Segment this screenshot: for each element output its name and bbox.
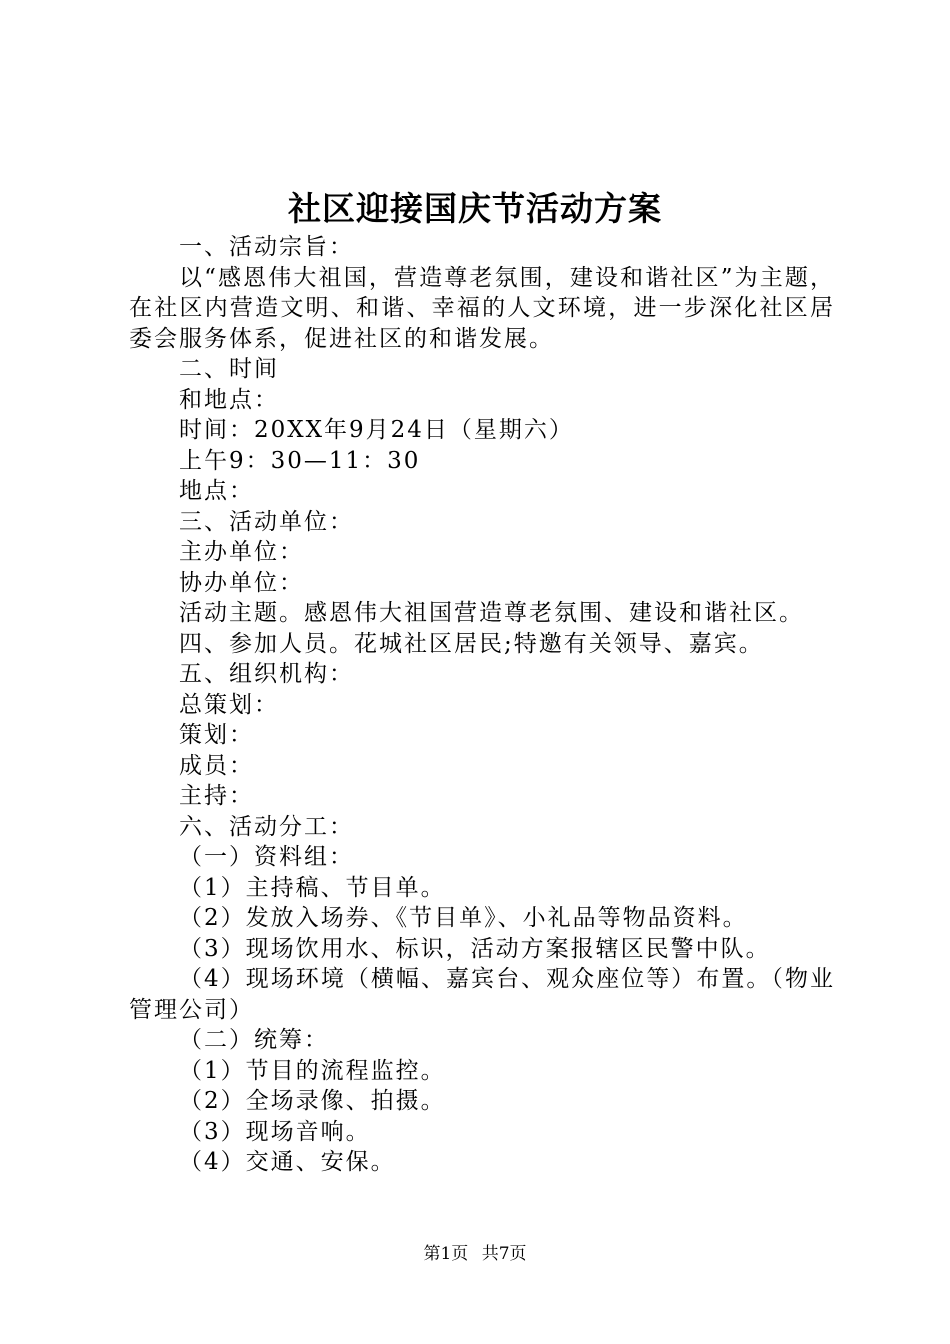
text-line-host: 主办单位： bbox=[179, 539, 304, 565]
document-body bbox=[129, 232, 835, 1178]
page-total: 共7页 bbox=[481, 1244, 527, 1264]
subsection-heading-coordination: （二）统筹： bbox=[179, 1027, 329, 1053]
list-item: （3）现场音响。 bbox=[179, 1118, 371, 1145]
page-footer bbox=[0, 1242, 950, 1266]
section-heading-organization: 五、组织机构： bbox=[179, 661, 354, 687]
page-number: 第1页 bbox=[423, 1244, 469, 1264]
section-heading-units: 三、活动单位： bbox=[179, 508, 354, 535]
text-line-time: 上午9：30—11：30 bbox=[179, 447, 421, 474]
list-item: （3）现场饮用水、标识，活动方案报辖区民警中队。 bbox=[179, 935, 771, 962]
text-line-theme: 活动主题。感恩伟大祖国营造尊老氛围、建设和谐社区。 bbox=[179, 600, 804, 626]
text-line-location: 地点： bbox=[179, 478, 254, 504]
text-line-host-mc: 主持： bbox=[179, 783, 254, 809]
subsection-heading-materials: （一）资料组： bbox=[179, 844, 354, 870]
text-line: 和地点： bbox=[179, 386, 279, 413]
document-title: 社区迎接国庆节活动方案 bbox=[288, 189, 662, 228]
list-item: （4）现场环境（横幅、嘉宾台、观众座位等）布置。（物业管理公司） bbox=[129, 966, 835, 1023]
text-line-members: 成员： bbox=[179, 752, 254, 779]
list-item: （2）发放入场券、《节目单》、小礼品等物品资料。 bbox=[179, 905, 748, 931]
text-line-cohost: 协办单位： bbox=[179, 569, 304, 596]
section-heading-participants: 四、参加人员。花城社区居民;特邀有关领导、嘉宾。 bbox=[179, 630, 764, 657]
section-heading-purpose: 一、活动宗旨： bbox=[179, 234, 354, 260]
section-heading-division: 六、活动分工： bbox=[179, 813, 354, 840]
paragraph-purpose: 以“感恩伟大祖国，营造尊老氛围，建设和谐社区”为主题，在社区内营造文明、和谐、幸福的人文环境，进一步深化社区居委会服务体系，促进社区的和谐发展。 bbox=[129, 264, 835, 352]
list-item: （4）交通、安保。 bbox=[179, 1149, 396, 1175]
text-line-date: 时间：20XX年9月24日（星期六） bbox=[179, 417, 574, 443]
list-item: （2）全场录像、拍摄。 bbox=[179, 1088, 446, 1114]
list-item: （1）主持稿、节目单。 bbox=[179, 874, 446, 901]
section-heading-time: 二、时间 bbox=[179, 356, 279, 382]
list-item: （1）节目的流程监控。 bbox=[179, 1057, 446, 1084]
text-line-chief-planner: 总策划： bbox=[179, 691, 279, 718]
text-line-planner: 策划： bbox=[179, 722, 254, 748]
